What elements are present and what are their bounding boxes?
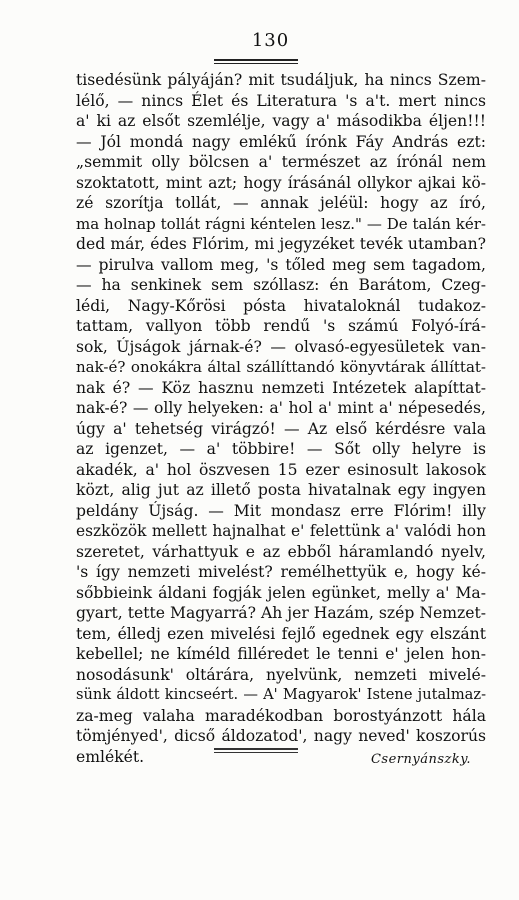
text-line: nak-é? — olly helyeken: a' hol a' mint a' népesedés, <box>76 399 486 417</box>
text-line: nosodásunk' oltárára, nyelvünk, nemzeti mivelé- <box>76 665 486 684</box>
text-line: za-meg valaha maradékodban borostyánzott hála <box>76 706 486 725</box>
header-rule-thin <box>214 63 298 64</box>
header-rule <box>214 59 298 61</box>
text-line: eszközök mellett hajnalhat e' felettünk a' valódi hon <box>76 522 486 540</box>
text-line: zé szorítja tollát, — annak jeléül: hogy az író, <box>76 194 486 212</box>
text-line: tem, élledj ezen mivelési fejlő egednek egy elszánt <box>76 624 486 643</box>
text-line: sünk áldott kincseért. — A' Magyarok' Istene jutalmaz- <box>76 686 486 703</box>
text-line: tattam, vallyon több rendű 's számú Folyó-írá- <box>76 317 486 335</box>
text-line: ded már, édes Flórim, mi jegyzéket tevék utamban? <box>76 235 486 253</box>
text-line: sőbbieink áldani fogják jelen egünket, melly a' Ma- <box>76 583 486 602</box>
page-number: 130 <box>251 30 290 51</box>
text-line: peldány Újság. — Mit mondasz erre Flórim! illy <box>76 501 486 520</box>
text-line: gyart, tette Magyarrá? Ah jer Hazám, szép Nemzet- <box>76 604 486 622</box>
text-line: emlékét. <box>76 747 145 766</box>
text-line: „semmit olly bölcsen a' természet az írónál nem <box>76 153 486 171</box>
text-line: kebellel; ne kíméld filléredet le tenni e' jelen hon- <box>76 645 486 663</box>
text-line: nak é? — Köz hasznu nemzeti Intézetek alapíttat- <box>76 378 486 397</box>
text-line: nak-é? onokákra által szállíttandó könyvtárak állíttat- <box>76 358 486 376</box>
text-line: ma holnap tollát rágni kéntelen lesz." — De talán kér- <box>76 214 486 233</box>
text-line: 's így nemzeti mivelést? remélhettyük e, hogy ké- <box>76 563 486 581</box>
text-line: — ha senkinek sem szóllasz: én Barátom, Czeg- <box>76 276 486 294</box>
text-line: az igenzet, — a' többire! — Sőt olly helyre is <box>76 440 486 458</box>
text-line: a' ki az elsőt szemlélje, vagy a' másodikba éljen!!! <box>76 112 486 130</box>
text-line: sok, Újságok járnak-é? — olvasó-egyesületek van- <box>76 337 486 356</box>
text-line: úgy a' tehetség virágzó! — Az első kérdésre vala <box>76 419 486 438</box>
text-line: akadék, a' hol öszvesen 15 ezer esinosult lakosok <box>76 460 486 479</box>
closing-rule <box>214 748 298 750</box>
text-line: közt, alig jut az illető posta hivatalnak egy ingyen <box>76 481 486 499</box>
text-line: lélő, — nincs Élet és Literatura 's a't. mert nincs <box>76 91 486 110</box>
body-text <box>76 70 486 767</box>
closing-rule-thin <box>214 752 298 753</box>
text-line: szoktatott, mint azt; hogy írásánál ollykor ajkai kö- <box>76 173 486 192</box>
text-line: tömjényed', dicső áldozatod', nagy neved' koszorús <box>76 727 486 745</box>
text-line: — Jól mondá nagy emlékű írónk Fáy András ezt: <box>76 132 486 151</box>
text-line: tisedésünk pályáján? mit tsudáljuk, ha nincs Szem- <box>76 71 486 89</box>
text-line: lédi, Nagy-Kőrösi pósta hivataloknál tudakoz- <box>76 296 486 315</box>
text-line: szeretet, várhattyuk e az ebből háramlandó nyelv, <box>76 542 486 561</box>
author-signature: Csernyánszky. <box>370 752 471 767</box>
text-line: — pirulva vallom meg, 's tőled meg sem tagadom, <box>76 255 486 274</box>
